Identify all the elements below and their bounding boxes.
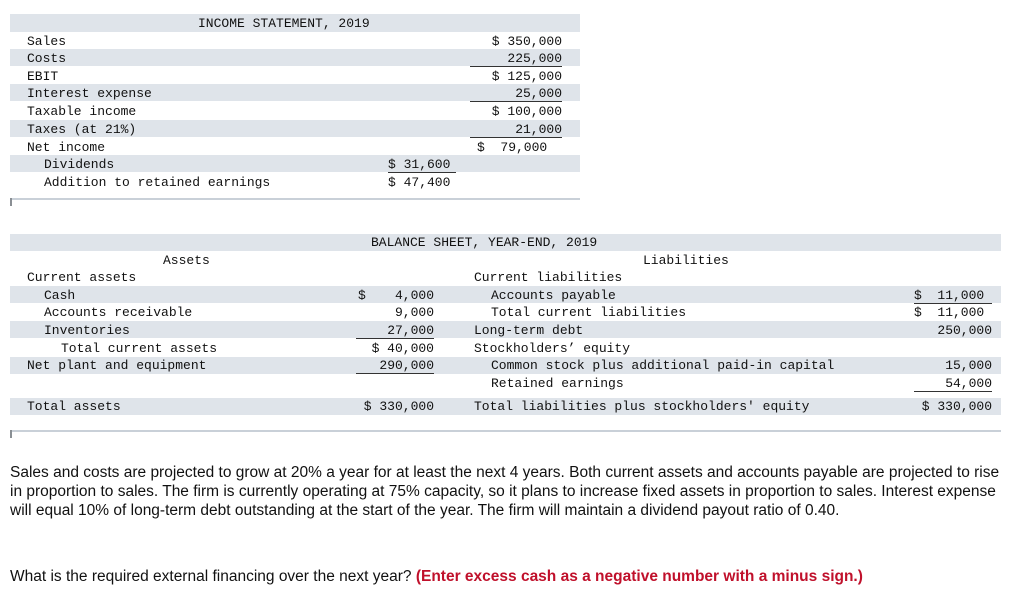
total-assets-amount: $ 330,000 xyxy=(363,399,434,414)
row-label: Sales xyxy=(27,34,67,49)
row-label: Costs xyxy=(27,51,67,66)
total-current-assets-label: Total current assets xyxy=(61,341,218,356)
row-label: Net income xyxy=(27,140,106,155)
current-liabilities-label: Current liabilities xyxy=(474,270,623,285)
retained-earnings-amount: 54,000 xyxy=(914,376,992,392)
total-current-liabilities-amount: $ 11,000 xyxy=(914,305,985,320)
cash-label: Cash xyxy=(44,288,76,303)
inventories-amount: 27,000 xyxy=(356,323,434,339)
long-term-debt-label: Long-term debt xyxy=(474,323,584,338)
divider xyxy=(10,430,1001,432)
accounts-receivable-label: Accounts receivable xyxy=(44,305,193,320)
divider-tick xyxy=(10,430,12,438)
retained-earnings-label: Retained earnings xyxy=(491,376,624,391)
row-amount: $ 79,000 xyxy=(477,140,548,155)
problem-question-line xyxy=(10,567,1006,586)
cash-dollar: $ xyxy=(358,288,366,303)
net-plant-amount: 290,000 xyxy=(356,358,434,374)
common-stock-label: Common stock plus additional paid-in capital xyxy=(491,358,835,373)
income-statement-title: INCOME STATEMENT, 2019 xyxy=(198,16,370,31)
total-assets-label: Total assets xyxy=(27,399,121,414)
cash-amount: 4,000 xyxy=(394,288,434,303)
row-amount: 25,000 xyxy=(470,86,562,102)
net-plant-label: Net plant and equipment xyxy=(27,358,207,373)
problem-question: What is the required external financing over the next year? xyxy=(10,568,412,585)
inventories-label: Inventories xyxy=(44,323,130,338)
row-label: Taxable income xyxy=(27,104,137,119)
row-label: EBIT xyxy=(27,69,59,84)
row-label: Interest expense xyxy=(27,86,152,101)
accounts-receivable-amount: 9,000 xyxy=(394,305,434,320)
row-amount: $ 47,400 xyxy=(388,175,451,190)
assets-header: Assets xyxy=(163,253,210,268)
row-label: Taxes (at 21%) xyxy=(27,122,137,137)
stockholders-equity-label: Stockholders’ equity xyxy=(474,341,631,356)
row-label: Dividends xyxy=(44,157,115,172)
row-amount: $ 350,000 xyxy=(491,34,562,49)
liabilities-header: Liabilities xyxy=(643,253,729,268)
total-liabilities-amount: $ 330,000 xyxy=(921,399,992,414)
total-current-liabilities-label: Total current liabilities xyxy=(491,305,687,320)
long-term-debt-amount: 250,000 xyxy=(937,323,992,338)
divider xyxy=(10,198,580,200)
accounts-payable-label: Accounts payable xyxy=(491,288,616,303)
current-assets-label: Current assets xyxy=(27,270,137,285)
divider-tick xyxy=(10,198,12,206)
row-amount: 225,000 xyxy=(470,51,562,67)
problem-instruction: (Enter excess cash as a negative number with a minus sign.) xyxy=(415,568,863,585)
row-amount: $ 125,000 xyxy=(491,69,562,84)
row-label: Addition to retained earnings xyxy=(44,175,271,190)
balance-sheet-title: BALANCE SHEET, YEAR-END, 2019 xyxy=(371,235,598,250)
row-amount: 21,000 xyxy=(470,122,562,138)
accounts-payable-amount: $ 11,000 xyxy=(914,288,992,304)
common-stock-amount: 15,000 xyxy=(945,358,992,373)
problem-paragraph: Sales and costs are projected to grow at 20% a year for at least the next 4 years. Both current assets and accounts payable are projected to rise in proportion to sales. The firm is currently operating at 75% capacity, so it plans to increase fixed assets in proportion to sales. Interest expense will equal 10% of long-term debt outstanding at the start of the year. The firm will maintain a dividend payout ratio of 0.40. xyxy=(10,464,1000,519)
row-amount: $ 31,600 xyxy=(388,157,456,173)
row-amount: $ 100,000 xyxy=(491,104,562,119)
total-liabilities-label: Total liabilities plus stockholders' equity xyxy=(474,399,810,414)
total-current-assets-amount: $ 40,000 xyxy=(371,341,434,356)
